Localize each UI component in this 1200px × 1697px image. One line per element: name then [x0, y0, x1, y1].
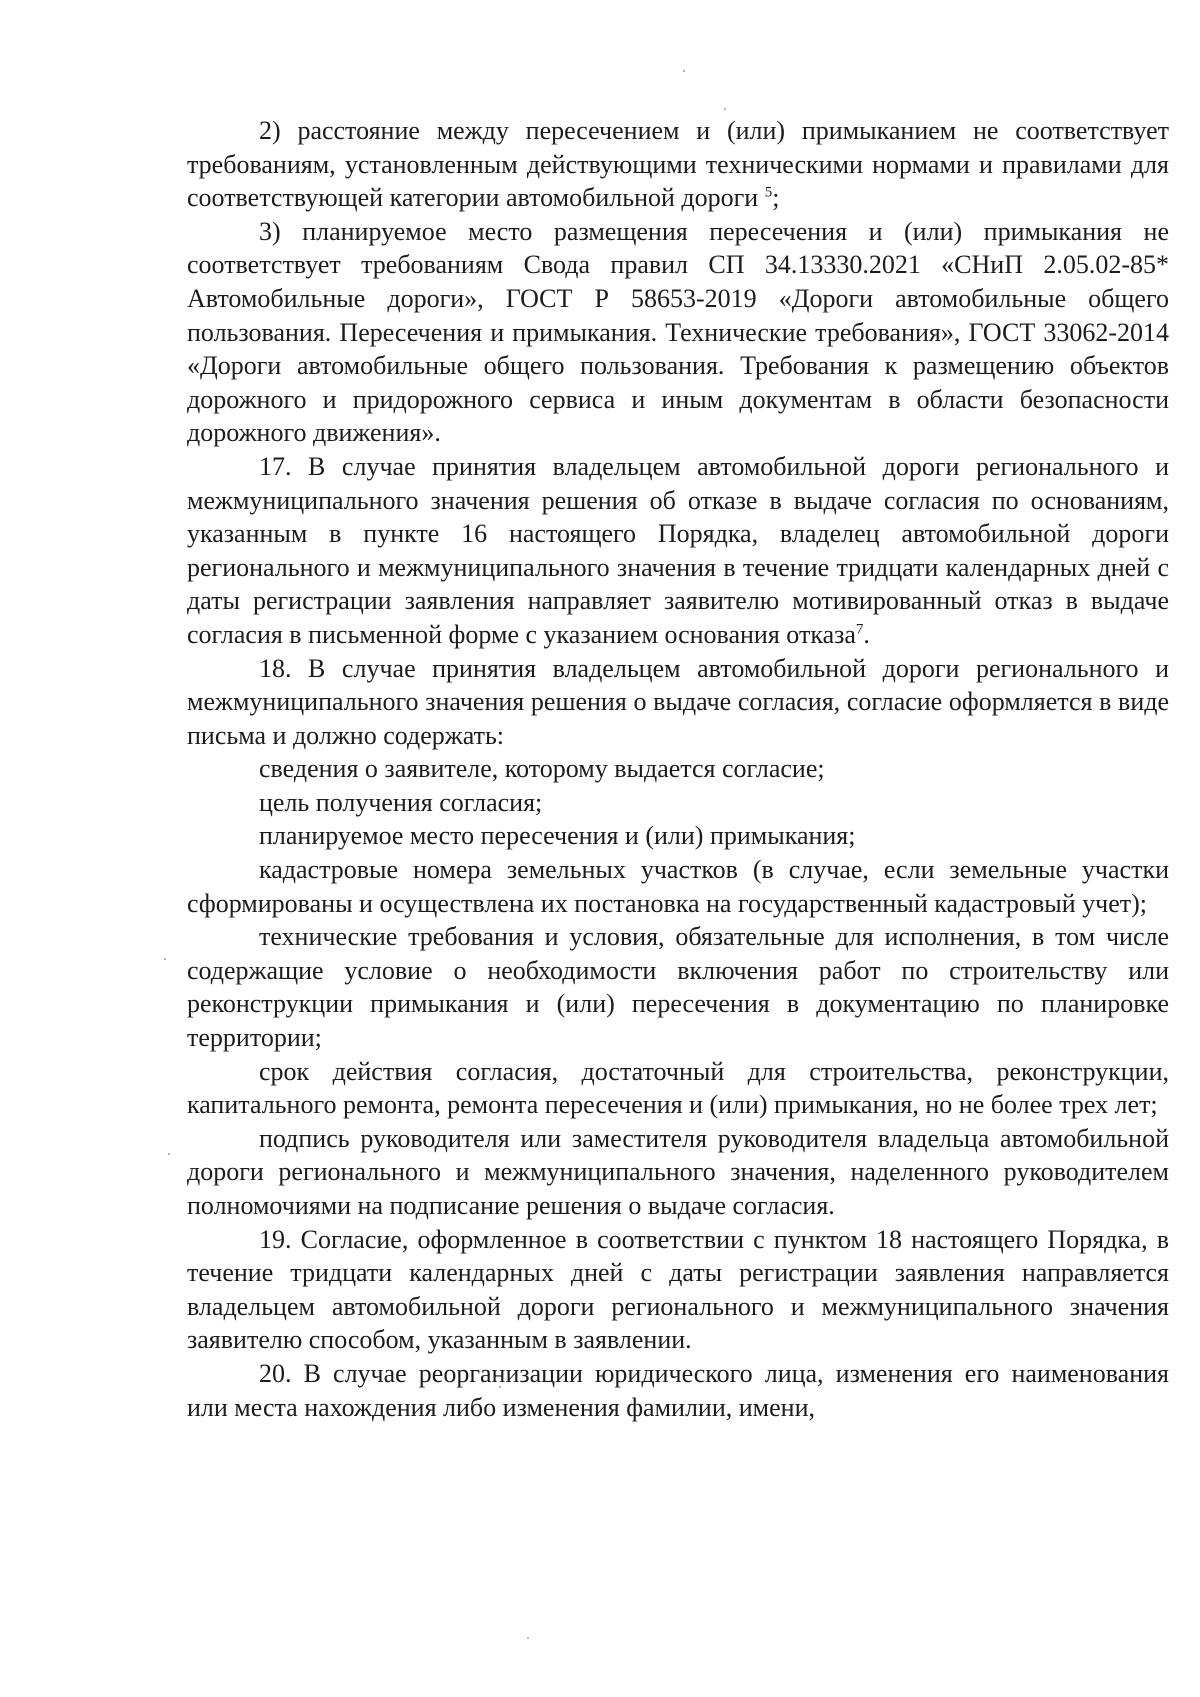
document-body [187, 114, 1169, 1424]
paragraph-text: 3) планируемое место размещения пересечения и (или) примыкания не соответствует требованиям Свода правил СП 34.13330.2021 «СНиП 2.05.02-85* Автомобильные дороги», ГОСТ Р 58653-2019 «Дороги автомобильные общего пользования. Пересечения и примыкания. Технические требования», ГОСТ 33062-2014 «Дороги автомобильные общего пользования. Требования к размещению объектов дорожного и придорожного сервиса и иным документам в области безопасности дорожного движения». [187, 216, 1169, 448]
paragraph-tail: ; [772, 183, 780, 213]
list-item-applicant-info [187, 752, 1169, 786]
paragraph-text: цель получения согласия; [259, 787, 543, 817]
paragraph-item-2 [187, 114, 1169, 215]
paragraph-text: технические требования и условия, обязательные для исполнения, в том числе содержащие условие о необходимости включения работ по строительству или реконструкции примыкания и (или) пересечения в документацию по планировке территории; [187, 922, 1169, 1053]
scan-speck [527, 1637, 529, 1639]
paragraph-item-3 [187, 215, 1169, 450]
paragraph-text: срок действия согласия, достаточный для строительства, реконструкции, капитального ремонта, ремонта пересечения и (или) примыкания, но не более трех лет; [187, 1056, 1169, 1120]
paragraph-text: 18. В случае принятия владельцем автомобильной дороги регионального и межмуниципального значения решения о выдаче согласия, согласие оформляется в виде письма и должно содержать: [187, 653, 1169, 750]
list-item-purpose [187, 786, 1169, 820]
paragraph-clause-20 [187, 1357, 1169, 1424]
list-item-cadastral-numbers [187, 853, 1169, 920]
paragraph-text: подпись руководителя или заместителя руководителя владельца автомобильной дороги регионального и межмуниципального значения, наделенного руководителем полномочиями на подписание решения о выдаче согласия. [187, 1123, 1169, 1220]
paragraph-text: 2) расстояние между пересечением и (или) примыканием не соответствует требованиям, установленным действующими техническими нормами и правилами для соответствующей категории автомобильной дороги [187, 116, 1169, 213]
footnote-marker[interactable]: 7 [855, 621, 864, 638]
paragraph-text: 19. Согласие, оформленное в соответствии с пунктом 18 настоящего Порядка, в течение тридцати календарных дней с даты регистрации заявления направляется владельцем автомобильной дороги регионального и межмуниципального значения заявителю способом, указанным в заявлении. [187, 1224, 1169, 1355]
scan-speck [724, 108, 726, 110]
paragraph-text: 20. В случае реорганизации юридического лица, изменения его наименования или места нахождения либо изменения фамилии, имени, [187, 1358, 1169, 1422]
paragraph-clause-19 [187, 1223, 1169, 1357]
paragraph-text: сведения о заявителе, которому выдается согласие; [259, 754, 825, 784]
footnote-marker[interactable]: 5 [764, 184, 773, 201]
paragraph-clause-18 [187, 652, 1169, 753]
list-item-validity-period [187, 1055, 1169, 1122]
list-item-location [187, 819, 1169, 853]
scan-speck [168, 1153, 170, 1155]
paragraph-text: кадастровые номера земельных участков (в случае, если земельные участки сформированы и осуществлена их постановка на государственный кадастровый учет); [187, 855, 1169, 918]
scan-speck [164, 958, 166, 960]
list-item-technical-requirements [187, 920, 1169, 1054]
paragraph-text: планируемое место пересечения и (или) примыкания; [259, 821, 856, 851]
paragraph-clause-17 [187, 450, 1169, 652]
paragraph-text: 17. В случае принятия владельцем автомобильной дороги регионального и межмуниципального значения решения об отказе в выдаче согласия по основаниям, указанным в пункте 16 настоящего Порядка, владелец автомобильной дороги регионального и межмуниципального значения в течение тридцати календарных дней с даты регистрации заявления направляет заявителю мотивированный отказ в выдаче согласия в письменной форме с указанием основания отказа [187, 451, 1169, 649]
list-item-signature [187, 1122, 1169, 1223]
paragraph-tail: . [863, 619, 870, 649]
scan-speck [683, 70, 685, 72]
